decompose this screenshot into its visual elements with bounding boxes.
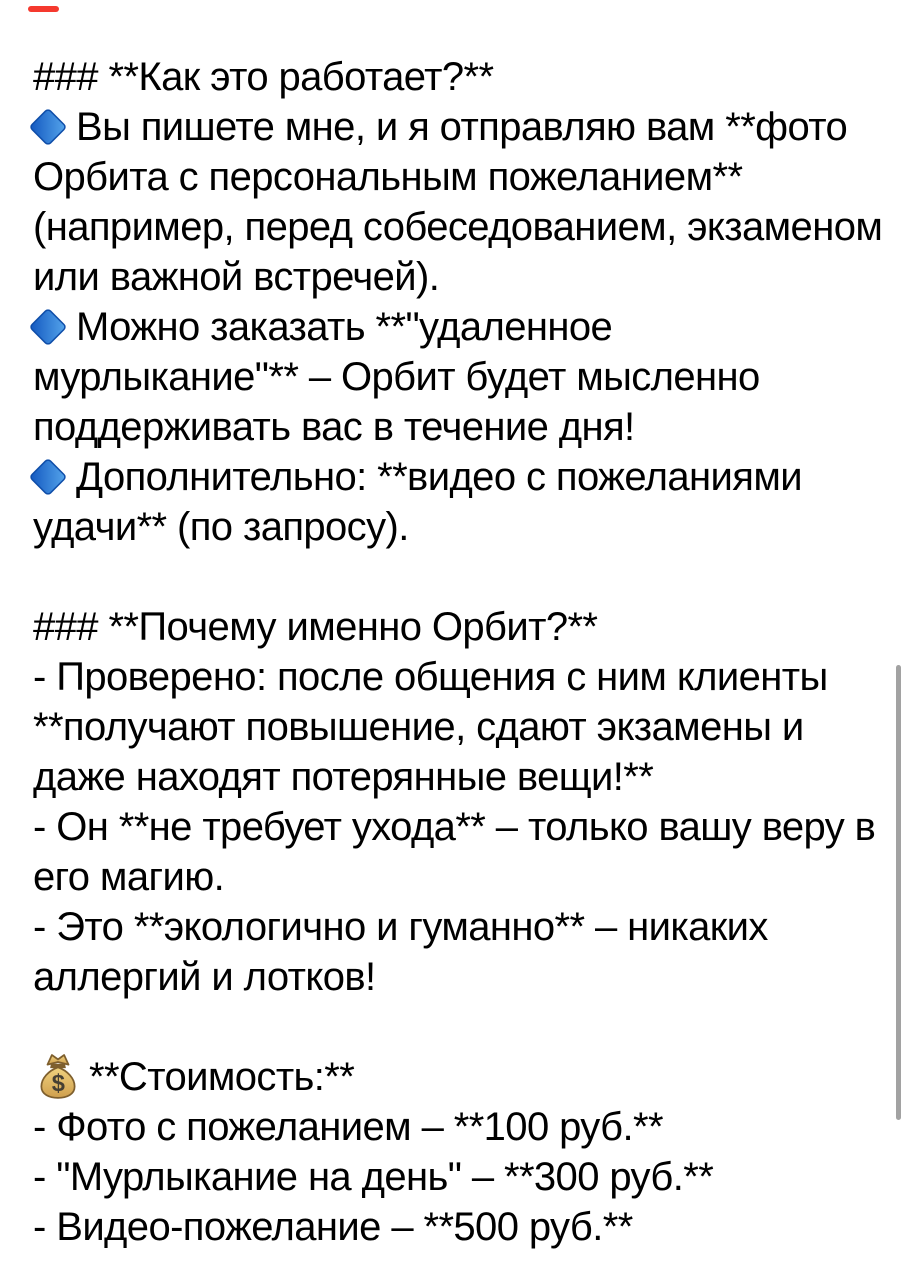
text-line [33,352,890,402]
line-text: аллергий и лотков! [33,955,376,999]
line-text: - Фото с пожеланием – **100 руб.** [33,1105,663,1149]
text-line [33,852,890,902]
line-text: поддерживать вас в течение дня! [33,405,635,449]
line-text: ### **Почему именно Орбит?** [33,605,598,649]
text-line [33,1202,890,1252]
svg-text:$: $ [51,1070,65,1097]
text-line [33,1052,890,1102]
blue-diamond-icon [28,457,68,497]
line-text: или важной встречей). [33,255,440,299]
line-text: Можно заказать **"удаленное [76,305,613,349]
text-line [33,952,890,1002]
text-line [33,752,890,802]
line-text: даже находят потерянные вещи!** [33,755,654,799]
text-line [33,1152,890,1202]
section-pricing [33,1052,890,1252]
line-text: - Видео-пожелание – **500 руб.** [33,1205,633,1249]
line-text: Вы пишете мне, и я отправляю вам **фото [76,105,848,149]
line-text: - Он **не требует ухода** – только вашу веру в [33,805,876,849]
red-dash-mark [28,6,59,12]
line-text: Орбита с персональным пожеланием** [33,155,743,199]
text-line [33,652,890,702]
text-line [33,302,890,352]
text-line [33,902,890,952]
section-how-it-works [33,52,890,552]
text-line [33,602,890,652]
text-line [33,702,890,752]
line-text: ### **Как это работает?** [33,55,494,99]
message-text-block [33,52,890,1252]
text-line [33,52,890,102]
text-line [33,1102,890,1152]
text-line [33,152,890,202]
text-line [33,252,890,302]
text-line [33,202,890,252]
scrollbar-thumb[interactable] [896,665,901,1120]
text-line [33,102,890,152]
line-text: **Стоимость:** [89,1055,355,1099]
money-bag-icon [37,1052,79,1100]
line-text: удачи** (по запросу). [33,505,409,549]
text-line [33,502,890,552]
text-line [33,802,890,852]
text-line [33,402,890,452]
line-text: (например, перед собеседованием, экзаменом [33,205,883,249]
line-text: его магию. [33,855,225,899]
blue-diamond-icon [28,107,68,147]
text-line [33,452,890,502]
line-text: - Проверено: после общения с ним клиенты [33,655,828,699]
line-text: **получают повышение, сдают экзамены и [33,705,804,749]
line-text: - Это **экологично и гуманно** – никаких [33,905,768,949]
line-text: мурлыкание"** – Орбит будет мысленно [33,355,760,399]
line-text: Дополнительно: **видео с пожеланиями [76,455,802,499]
section-why-orbit [33,602,890,1002]
line-text: - "Мурлыкание на день" – **300 руб.** [33,1155,714,1199]
blue-diamond-icon [28,307,68,347]
